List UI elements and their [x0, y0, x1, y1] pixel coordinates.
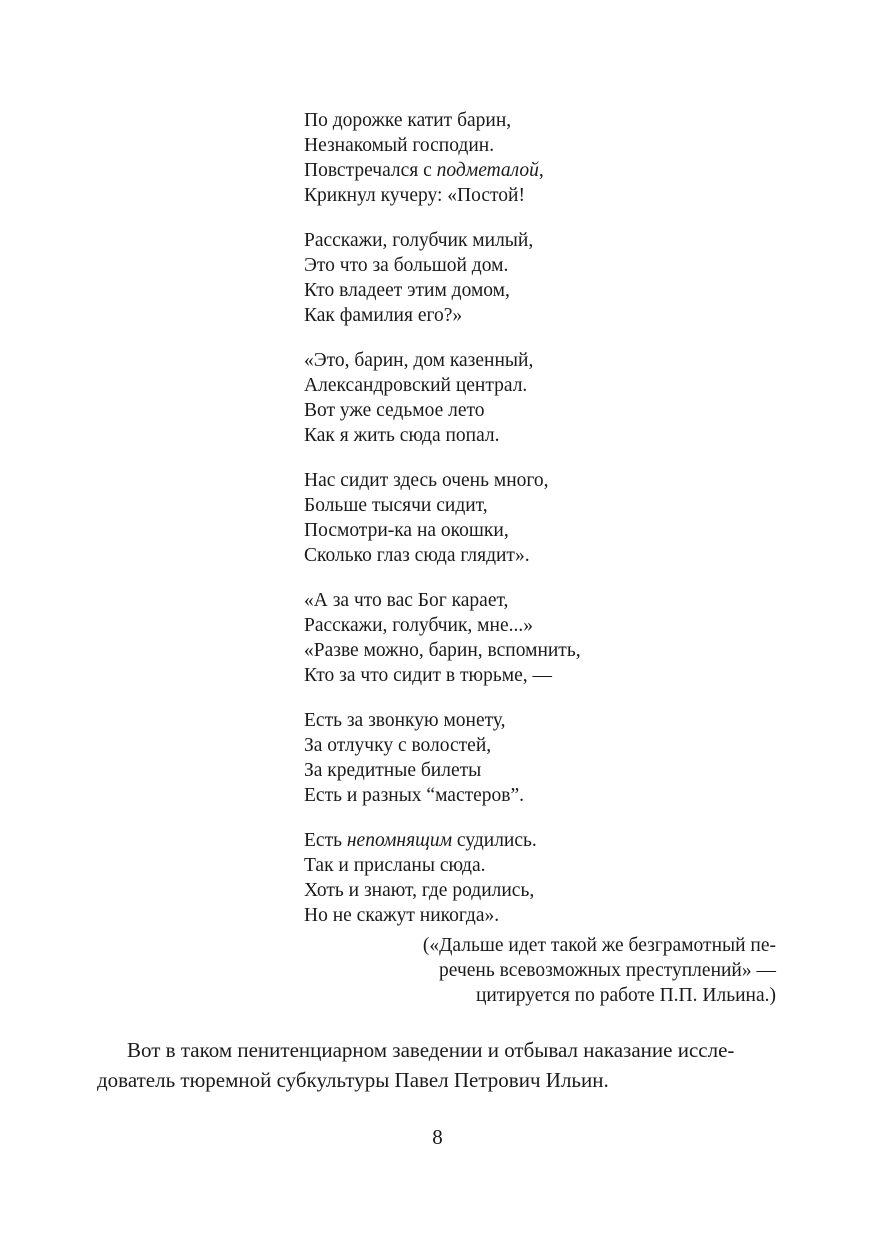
source-note	[380, 933, 776, 1008]
poem-line: Вот уже седьмое лето	[304, 400, 485, 421]
poem-line: Незнакомый господин.	[304, 135, 495, 156]
poem-line: Больше тысячи сидит,	[304, 495, 488, 516]
poem-line: Хоть и знают, где родились,	[304, 880, 535, 901]
poem-stanza-3	[304, 348, 724, 448]
poem-line: Кто владеет этим домом,	[304, 280, 510, 301]
body-paragraph	[97, 1035, 777, 1095]
poem-line: Посмотри-ка на окошки,	[304, 520, 509, 541]
poem-line: Александровский централ.	[304, 375, 528, 396]
poem-line: Кто за что сидит в тюрьме, —	[304, 665, 552, 686]
poem-line: «А за что вас Бог карает,	[304, 590, 509, 611]
poem-line-italic-word: непомнящим	[346, 830, 453, 851]
body-line: дователь тюремной субкультуры Павел Петрович Ильин.	[97, 1068, 609, 1092]
poem-line: Расскажи, голубчик милый,	[304, 230, 534, 251]
poem-stanza-5	[304, 588, 724, 688]
source-note-line: речень всевозможных преступлений» —	[439, 960, 776, 981]
poem-line-italic-word: подметалой	[436, 160, 539, 181]
poem-line: Как я жить сюда попал.	[304, 425, 500, 446]
poem-line: За кредитные билеты	[304, 760, 482, 781]
poem-line: Как фамилия его?»	[304, 305, 463, 326]
poem-line: Сколько глаз сюда глядит».	[304, 545, 530, 566]
poem-line: Крикнул кучеру: «Постой!	[304, 185, 525, 206]
poem-stanza-6	[304, 708, 724, 808]
poem-line: Это что за большой дом.	[304, 255, 509, 276]
poem-line: Но не скажут никогда».	[304, 905, 500, 926]
poem-line: Есть за звонкую монету,	[304, 710, 506, 731]
poem-line: «Разве можно, барин, вспомнить,	[304, 640, 581, 661]
poem-line: Есть и разных “мастеров”.	[304, 785, 525, 806]
page-number: 8	[432, 1125, 443, 1149]
poem-line: За отлучку с волостей,	[304, 735, 492, 756]
poem-line: Нас сидит здесь очень много,	[304, 470, 549, 491]
poem-stanza-4	[304, 468, 724, 568]
poem-line-text: ,	[538, 160, 544, 181]
poem-stanza-1	[304, 108, 724, 208]
poem-line: Так и присланы сюда.	[304, 855, 486, 876]
source-note-line: цитируется по работе П.П. Ильина.)	[475, 985, 776, 1006]
poem-line	[304, 828, 724, 853]
poem-line: По дорожке катит барин,	[304, 110, 512, 131]
poem-line-text: Повстречался с	[304, 160, 437, 181]
poem-line	[304, 158, 724, 183]
poem-stanza-2	[304, 228, 724, 328]
poem-line: Расскажи, голубчик, мне...»	[304, 615, 533, 636]
poem-stanza-7	[304, 828, 724, 928]
poem-line: «Это, барин, дом казенный,	[304, 350, 534, 371]
source-note-line: («Дальше идет такой же безграмотный пе-	[422, 935, 776, 956]
poem-line-text: Есть	[304, 830, 347, 851]
body-line: Вот в таком пенитенциарном заведении и отбывал наказание иссле-	[127, 1038, 735, 1062]
poem-line-text: судились.	[452, 830, 537, 851]
poem	[304, 108, 724, 948]
